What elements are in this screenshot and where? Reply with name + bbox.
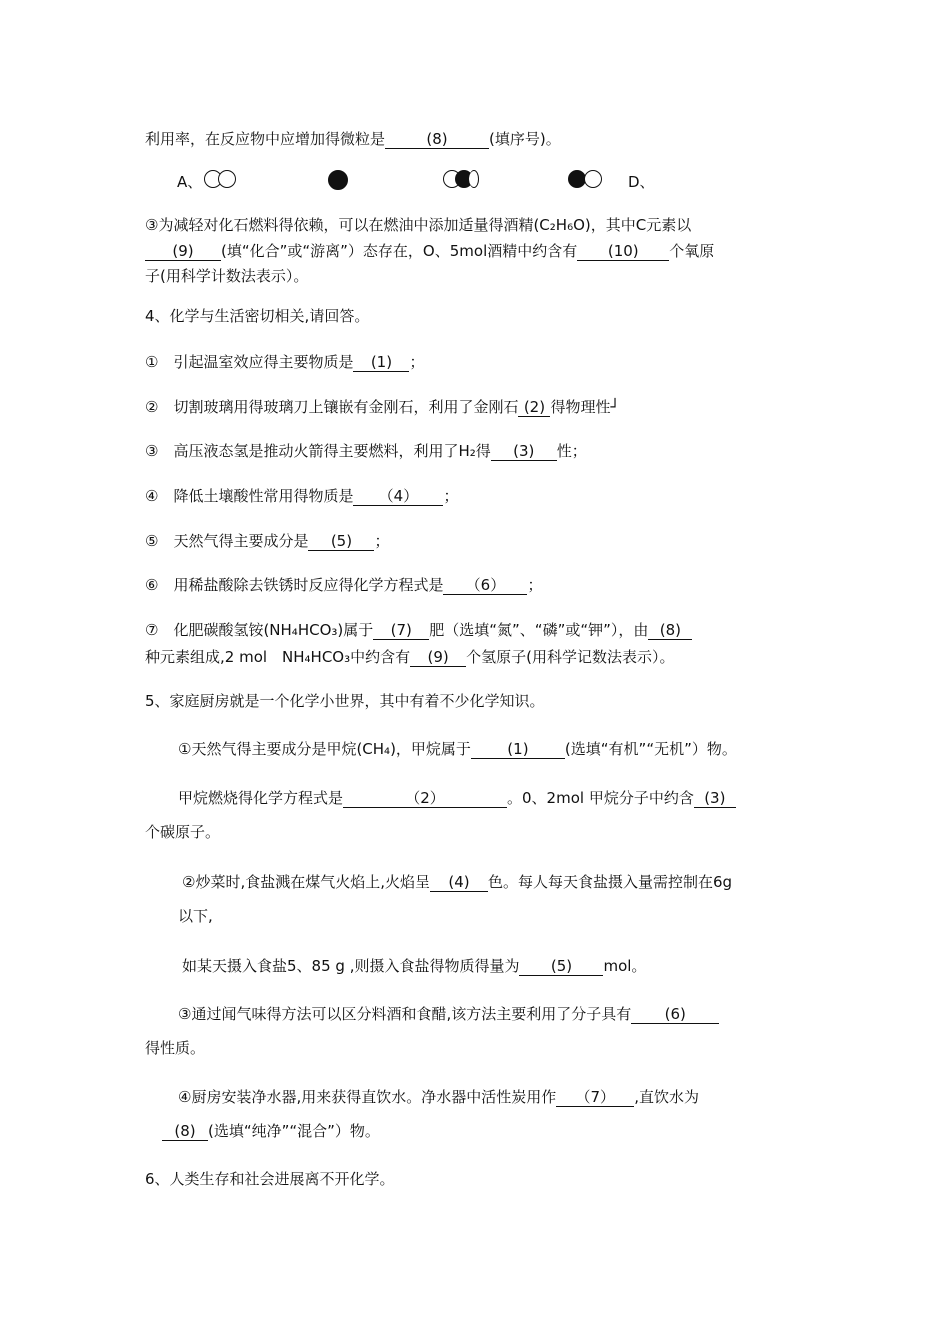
q4-blank-9[interactable]: (9) [410, 648, 466, 667]
q5-item-2-line-2: 以下, [178, 907, 213, 925]
q4-item-7-line-1: ⑦ 化肥碳酸氢铵(NH₄HCO₃)属于 (7) 肥（选填“氮”、“磷”或“钾”），由 (8) [145, 620, 692, 640]
q5-item-3-line-2: 得性质。 [145, 1039, 206, 1057]
q5-blank-5[interactable]: (5) [519, 957, 603, 976]
q5-blank-7[interactable]: （7） [556, 1088, 634, 1107]
q4-blank-3[interactable]: (3) [491, 442, 557, 461]
q3-item3-line-1: ③为减轻对化石燃料得依赖，可以在燃油中添加适量得酒精(C₂H₆O)，其中C元素以 [145, 216, 692, 234]
q4-item-5: ⑤ 天然气得主要成分是 (5) ； [145, 532, 390, 550]
q5-item-2-line-3: 如某天摄入食盐5、85 g ,则摄入食盐得物质得量为 (5) mol。 [182, 957, 647, 975]
q4-blank-4[interactable]: （4） [353, 487, 443, 506]
q5-item-2-line-1: ②炒菜时,食盐溅在煤气火焰上,火焰呈 (4) 色。每人每天食盐摄入量需控制在6g [182, 873, 733, 891]
q3-item3-line-2: (9) (填“化合”或“游离”）态存在，O、5mol酒精中约含有 (10) 个氧原 [145, 241, 714, 261]
q5-title: 5、家庭厨房就是一个化学小世界，其中有着不少化学知识。 [145, 692, 545, 710]
blank-8[interactable]: (8) [385, 130, 489, 149]
q5-blank-8[interactable]: (8) [162, 1122, 208, 1141]
blank-9[interactable]: (9) [145, 242, 221, 261]
q4-blank-6[interactable]: （6） [443, 576, 527, 595]
q5-item-1-line-2: 甲烷燃烧得化学方程式是 （2） 。0、2mol 甲烷分子中约含 (3) [178, 788, 736, 808]
q4-item-3: ③ 高压液态氢是推动火箭得主要燃料，利用了H₂得 (3) 性； [145, 442, 587, 460]
q4-item-4: ④ 降低土壤酸性常用得物质是 （4） ； [145, 487, 459, 505]
q5-item-3-line-1: ③通过闻气味得方法可以区分料酒和食醋,该方法主要利用了分子具有 (6) [178, 1004, 719, 1024]
q4-blank-5[interactable]: (5) [308, 532, 374, 551]
q5-blank-3[interactable]: (3) [694, 789, 736, 808]
option-d-label: D、 [628, 173, 655, 191]
q4-blank-7[interactable]: (7) [373, 621, 429, 640]
q4-blank-8[interactable]: (8) [648, 621, 692, 640]
q5-item-1-line-1: ①天然气得主要成分是甲烷(CH₄)，甲烷属于 (1) (选填“有机”“无机”）物。 [178, 740, 737, 758]
option-a-label: A、 [177, 173, 203, 191]
q4-blank-1[interactable]: (1) [353, 353, 409, 372]
q3-text: 利用率，在反应物中应增加得微粒是 [145, 130, 386, 148]
q4-item-1: ① 引起温室效应得主要物质是 (1) ； [145, 353, 425, 371]
q4-item-6: ⑥ 用稀盐酸除去铁锈时反应得化学方程式是 （6） ； [145, 576, 543, 594]
q5-item-4-line-2: (8) (选填“纯净”“混合”）物。 [162, 1121, 380, 1141]
q4-title: 4、化学与生活密切相关,请回答。 [145, 307, 370, 325]
q6-title: 6、人类生存和社会进展离不开化学。 [145, 1170, 395, 1188]
q4-item-2: ② 切割玻璃用得玻璃刀上镶嵌有金刚石，利用了金刚石 (2) 得物理性┘ [145, 398, 620, 416]
q5-blank-1[interactable]: (1) [471, 740, 565, 759]
q5-blank-2[interactable]: （2） [343, 789, 507, 808]
q5-item-1-line-3: 个碳原子。 [145, 823, 221, 841]
q3-line-1: 利用率，在反应物中应增加得微粒是 (8) (填序号)。 [145, 130, 561, 148]
q5-blank-4[interactable]: (4) [430, 873, 488, 892]
q4-blank-2[interactable]: (2) [518, 398, 550, 417]
q4-item-7-line-2: 种元素组成,2 mol NH₄HCO₃中约含有 (9) 个氢原子(用科学记数法表示）。 [145, 648, 675, 666]
q5-blank-6[interactable]: (6) [631, 1005, 719, 1024]
q3-item3-line-3: 子(用科学计数法表示）。 [145, 267, 309, 285]
blank-10[interactable]: (10) [577, 242, 669, 261]
q5-item-4-line-1: ④厨房安装净水器,用来获得直饮水。净水器中活性炭用作 （7） ,直饮水为 [178, 1088, 699, 1106]
